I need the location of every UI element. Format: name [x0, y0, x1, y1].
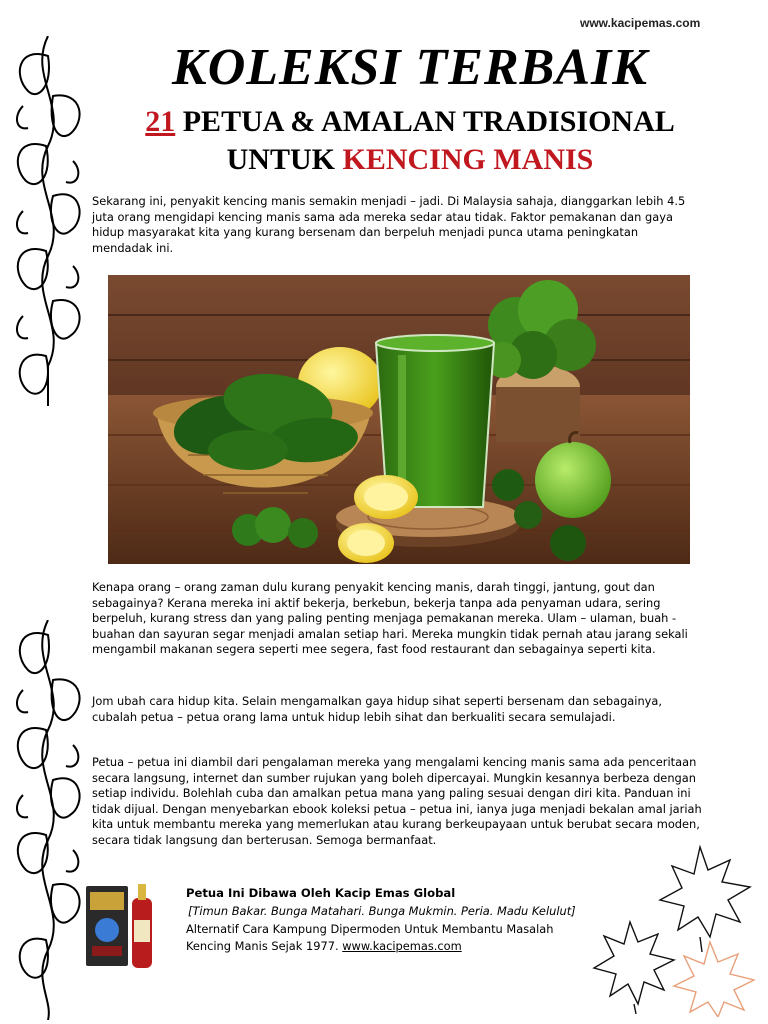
subtitle-line-1-text: PETUA & AMALAN TRADISIONAL [175, 105, 675, 138]
product-image [84, 880, 158, 972]
body-paragraph-3: Jom ubah cara hidup kita. Selain mengamalkan gaya hidup sihat seperti bersenam dan sebagainya, cubalah petua – petua orang lama untuk hidup lebih sihat dan berkualiti secara semulajadi. [92, 694, 663, 724]
footer-description: Alternatif Cara Kampung Dipermoden Untuk Membantu Masalah [186, 922, 554, 936]
subtitle-line-2-prefix: UNTUK [226, 143, 343, 176]
vine-ornament-icon [8, 36, 88, 406]
footer-products: [Timun Bakar. Bunga Matahari. Bunga Mukmin. Peria. Madu Kelulut] [188, 904, 576, 918]
body-paragraph-2: Kenapa orang – orang zaman dulu kurang penyakit kencing manis, darah tinggi, jantung, gout dan sebagainya? Kerana mereka ini aktif bekerja, berkebun, bekerja tanpa ada penyaman udara, sering berpeluh, kurang stress dan yang paling penting menjaga pemakanan mereka. Ulam – ulaman, buah - buahan dan sayuran segar menjadi amalan setiap hari. Mereka mungkin tidak pernah atau jarang sekali mengambil makanan segera seperti mee segera, fast food restaurant dan sebagainya seperti kita. [92, 580, 688, 656]
footer-description-text: Kencing Manis Sejak 1977. [186, 939, 343, 953]
intro-paragraph: Sekarang ini, penyakit kencing manis semakin menjadi – jadi. Di Malaysia sahaja, dianggarkan lebih 4.5 juta orang mengidapi kencing manis sama ada mereka sedar atau tidak. Faktor pemakanan dan gaya hidup masyarakat kita yang kurang bersenam dan berpeluh menjadi punca utama peningkatan mendadak ini. [92, 194, 686, 255]
body-paragraph-4: Petua – petua ini diambil dari pengalaman mereka yang mengalami kencing manis sama ada penceritaan secara langsung, internet dan sumber rujukan yang boleh dipercayai. Mungkin kesannya berbeza dengan setiap individu. Bolehlah cuba dan amalkan petua mana yang paling sesuai dengan diri kita. Panduan ini tidak dijual. Dengan menyebarkan ebook koleksi petua – petua ini, ianya juga menjadi bekalan amal jariah kita untuk membantu mereka yang memerlukan atau kurang berkeupayaan untuk berubat secara moden, secara tidak langsung dan berterusan. Semoga bermanfaat. [92, 755, 702, 847]
footer-link[interactable]: www.kacipemas.com [342, 939, 462, 953]
footer-description-2 [186, 939, 462, 953]
page-title: KOLEKSI TERBAIK [172, 39, 648, 96]
footer-title: Petua Ini Dibawa Oleh Kacip Emas Global [186, 886, 456, 900]
subtitle-highlight: KENCING MANIS [342, 143, 594, 176]
subtitle-line-2 [92, 142, 728, 178]
subtitle-line-1 [92, 104, 728, 140]
site-url[interactable]: www.kacipemas.com [580, 16, 701, 30]
vine-ornament-icon [8, 620, 88, 1020]
green-juice-photo [108, 275, 690, 564]
maple-leaves-icon [590, 842, 760, 1017]
subtitle-number: 21 [145, 105, 176, 138]
